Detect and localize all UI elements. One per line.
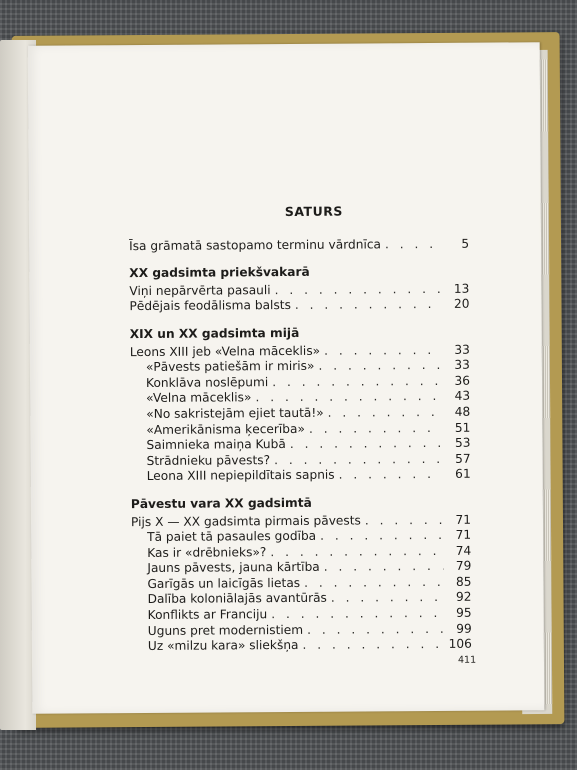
toc-entry-label: Pēdējais feodālisma balsts bbox=[129, 298, 291, 314]
toc-entry-label: «Pāvests patiešām ir miris» bbox=[145, 358, 315, 375]
toc-entry bbox=[132, 637, 472, 655]
toc-entry-label: Jauns pāvests, jauna kārtība bbox=[147, 560, 320, 576]
toc-entry-page: 79 bbox=[455, 558, 472, 574]
toc-entry-page: 33 bbox=[454, 342, 470, 357]
section-heading: Pāvestu vara XX gadsimtā bbox=[130, 495, 312, 511]
toc-entry-page: 13 bbox=[453, 281, 470, 296]
dot-leader bbox=[302, 637, 443, 654]
toc-entry-label: Īsa grāmatā sastopamo terminu vārdnīca bbox=[129, 236, 382, 253]
toc-entry-page: 51 bbox=[454, 420, 471, 435]
section-heading: XX gadsimta priekšvakarā bbox=[129, 265, 310, 281]
dot-leader bbox=[272, 374, 442, 391]
toc-entry-label: «Velna māceklis» bbox=[146, 390, 252, 406]
dot-leader bbox=[320, 528, 443, 544]
toc-entry-label: Leona XIII nepiepildītais sapnis bbox=[146, 467, 335, 484]
toc-entry-label: Uz «milzu kara» sliekšņa bbox=[147, 638, 299, 654]
dot-leader bbox=[271, 606, 444, 623]
toc-title: SATURS bbox=[284, 203, 343, 220]
toc-entry-label: «Amerikānisma ķecerība» bbox=[146, 421, 305, 437]
toc-entry-label: Viņi nepārvērta pasauli bbox=[129, 282, 271, 298]
toc-entry-page: 20 bbox=[453, 297, 470, 312]
dot-leader bbox=[307, 622, 444, 639]
toc-entry-page: 74 bbox=[455, 543, 472, 558]
toc-entry-page: 5 bbox=[461, 236, 470, 251]
toc-entry-label: Pijs X — XX gadsimta pirmais pāvests bbox=[130, 512, 361, 529]
dot-leader bbox=[295, 297, 442, 314]
toc-entry-page: 48 bbox=[454, 404, 471, 419]
toc-entry-label: Garīgās un laicīgās lietas bbox=[147, 575, 301, 591]
toc-entry-page: 71 bbox=[455, 527, 472, 542]
toc-entry-page: 33 bbox=[454, 357, 470, 372]
dot-leader bbox=[328, 405, 443, 421]
dot-leader bbox=[339, 467, 443, 483]
toc-entry-page: 92 bbox=[455, 590, 472, 605]
section-heading: XIX un XX gadsimta mijā bbox=[129, 325, 300, 342]
toc-entry-label: Tā paiet tā pasaules godība bbox=[147, 528, 317, 545]
toc-entry-label: Uguns pret modernistiem bbox=[147, 622, 304, 638]
dot-leader bbox=[275, 282, 442, 299]
dot-leader bbox=[274, 452, 443, 469]
toc-entry-label: Konklāva noslēpumi bbox=[145, 374, 269, 390]
toc-entry-page: 95 bbox=[456, 605, 472, 620]
toc-entry-label: Strādnieku pāvests? bbox=[146, 452, 271, 468]
dot-leader bbox=[309, 420, 443, 437]
book-page bbox=[28, 42, 545, 714]
toc-entry-label: Dalība koloniālajās avantūrās bbox=[147, 591, 327, 607]
toc-entry bbox=[129, 236, 469, 254]
dot-leader bbox=[304, 575, 443, 592]
toc-entry-label: Saimnieka maiņa Kubā bbox=[146, 437, 286, 453]
toc-entry-label: Konflikts ar Franciju bbox=[147, 607, 268, 623]
toc-entry-page: 43 bbox=[454, 389, 471, 404]
toc-entry-page: 85 bbox=[455, 574, 472, 589]
toc-entry bbox=[129, 297, 469, 315]
dot-leader bbox=[255, 389, 442, 406]
page-number: 411 bbox=[457, 654, 477, 666]
toc-entry-page: 106 bbox=[448, 636, 472, 652]
toc-entry bbox=[131, 467, 471, 485]
dot-leader bbox=[385, 237, 441, 253]
toc-entry-label: «No sakristejām ejiet tautā!» bbox=[146, 405, 324, 421]
dot-leader bbox=[324, 559, 444, 575]
toc-entry-page: 36 bbox=[454, 373, 471, 388]
toc-entry-page: 61 bbox=[455, 467, 471, 482]
dot-leader bbox=[290, 436, 443, 453]
toc-entry-label: Kas ir «drēbnieks»? bbox=[147, 544, 267, 560]
toc-entry-page: 71 bbox=[455, 512, 472, 527]
dot-leader bbox=[318, 358, 442, 374]
table-of-contents bbox=[129, 203, 472, 655]
toc-entry-page: 99 bbox=[456, 621, 472, 636]
dot-leader bbox=[270, 544, 443, 561]
dot-leader bbox=[365, 512, 443, 528]
toc-entry-page: 53 bbox=[454, 435, 471, 450]
dot-leader bbox=[331, 590, 444, 606]
dot-leader bbox=[324, 342, 442, 358]
toc-entry-page: 57 bbox=[455, 451, 471, 466]
toc-entry-label: Leons XIII jeb «Velna māceklis» bbox=[129, 343, 321, 359]
